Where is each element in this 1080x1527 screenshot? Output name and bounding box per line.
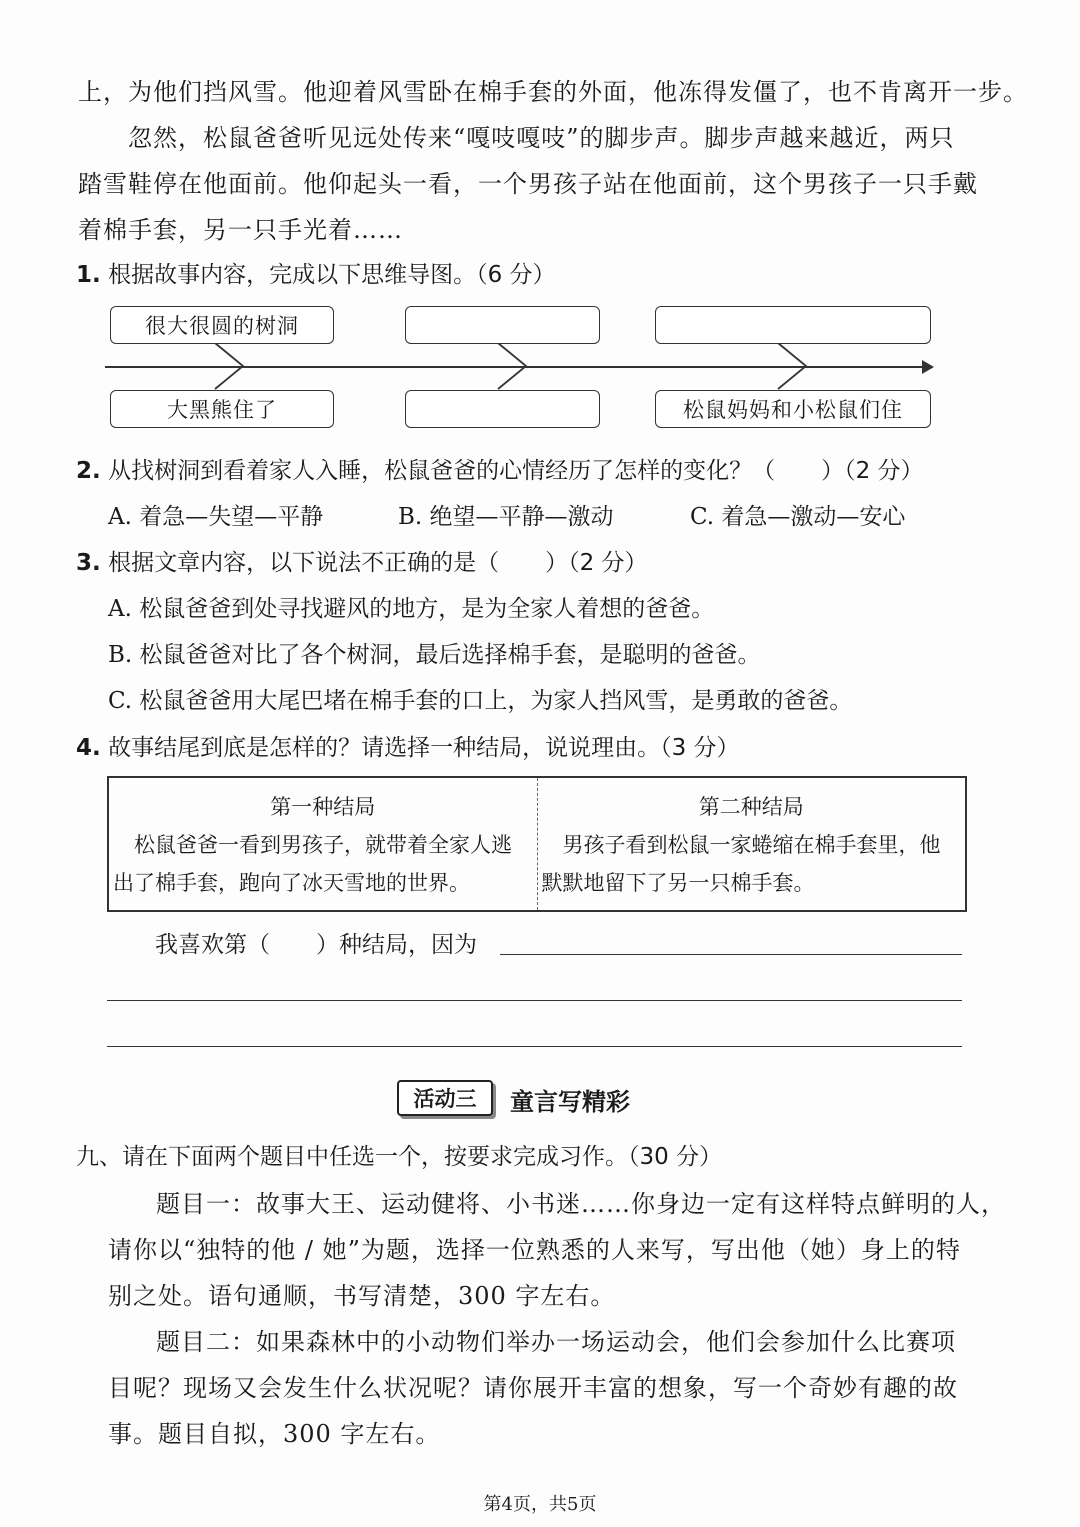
map-box-bottom-2-blank[interactable]	[405, 390, 600, 428]
answer-line-2[interactable]	[107, 1000, 962, 1001]
question-text: 故事结尾到底是怎样的？请选择一种结局，说说理由。（3 分）	[108, 735, 740, 761]
topic-1-line-1: 题目一：故事大王、运动健将、小书迷……你身边一定有这样特点鲜明的人，	[156, 1190, 1006, 1218]
question-number: 4.	[76, 735, 101, 761]
ending-1-cell	[108, 777, 537, 911]
ending-2-title: 第二种结局	[698, 795, 804, 819]
map-box-top-3-blank[interactable]	[655, 306, 931, 344]
map-box-bottom-3: 松鼠妈妈和小松鼠们住	[655, 390, 931, 428]
story-line-4: 着棉手套，另一只手光着……	[78, 216, 403, 244]
q2-option-a[interactable]: A. 着急—失望—平静	[108, 504, 324, 530]
map-box-top-1: 很大很圆的树洞	[110, 306, 334, 344]
topic-1-line-3: 别之处。语句通顺，书写清楚，300 字左右。	[108, 1282, 616, 1310]
topic-2-line-2: 目呢？现场又会发生什么状况呢？请你展开丰富的想象，写一个奇妙有趣的故	[108, 1374, 958, 1402]
q2-option-c[interactable]: C. 着急—激动—安心	[690, 504, 906, 530]
story-line-1: 上，为他们挡风雪。他迎着风雪卧在棉手套的外面，他冻得发僵了，也不肯离开一步。	[78, 78, 1028, 106]
story-line-3: 踏雪鞋停在他面前。他仰起头一看，一个男孩子站在他面前，这个男孩子一只手戴	[78, 170, 978, 198]
q3-option-a[interactable]: A. 松鼠爸爸到处寻找避风的地方，是为全家人着想的爸爸。	[108, 596, 715, 622]
ending-2-cell	[537, 777, 966, 911]
ending-2-text: 男孩子看到松鼠一家蜷缩在棉手套里，他默默地留下了另一只棉手套。	[541, 833, 941, 895]
q2-option-b[interactable]: B. 绝望—平静—激动	[398, 504, 614, 530]
activity-title: 童言写精彩	[510, 1088, 630, 1116]
answer-prompt: 我喜欢第（ ）种结局，因为	[155, 932, 477, 958]
question-3	[76, 544, 648, 577]
map-box-top-2-blank[interactable]	[405, 306, 600, 344]
page-number: 第4页，共5页	[483, 1494, 597, 1515]
question-text: 从找树洞到看着家人入睡，松鼠爸爸的心情经历了怎样的变化？（ ）（2 分）	[108, 458, 924, 484]
story-line-2: 忽然，松鼠爸爸听见远处传来“嘎吱嘎吱”的脚步声。脚步声越来越近，两只	[128, 124, 955, 152]
map-box-bottom-1: 大黑熊住了	[110, 390, 334, 428]
endings-table	[107, 776, 967, 912]
q3-option-b[interactable]: B. 松鼠爸爸对比了各个树洞，最后选择棉手套，是聪明的爸爸。	[108, 642, 761, 668]
answer-line-1[interactable]	[500, 954, 962, 955]
question-text: 根据文章内容，以下说法不正确的是（ ）（2 分）	[108, 550, 648, 576]
question-number: 3.	[76, 550, 101, 576]
question-number: 1.	[76, 262, 101, 288]
activity-badge: 活动三	[397, 1080, 493, 1116]
topic-2-line-3: 事。题目自拟，300 字左右。	[108, 1420, 441, 1448]
ending-1-title: 第一种结局	[270, 795, 376, 819]
topic-2-line-1: 题目二：如果森林中的小动物们举办一场运动会，他们会参加什么比赛项	[156, 1328, 956, 1356]
topic-1-line-2: 请你以“独特的他 / 她”为题，选择一位熟悉的人来写，写出他（她）身上的特	[108, 1236, 961, 1264]
question-4	[76, 729, 740, 762]
question-9: 九、请在下面两个题目中任选一个，按要求完成习作。（30 分）	[76, 1144, 723, 1170]
question-text: 根据故事内容，完成以下思维导图。（6 分）	[108, 262, 556, 288]
ending-1-text: 松鼠爸爸一看到男孩子，就带着全家人逃出了棉手套，跑向了冰天雪地的世界。	[113, 833, 512, 895]
mind-map-chevrons	[0, 0, 1080, 440]
question-number: 2.	[76, 458, 101, 484]
answer-line-3[interactable]	[107, 1046, 962, 1047]
question-2	[76, 452, 924, 485]
q3-option-c[interactable]: C. 松鼠爸爸用大尾巴堵在棉手套的口上，为家人挡风雪，是勇敢的爸爸。	[108, 688, 853, 714]
